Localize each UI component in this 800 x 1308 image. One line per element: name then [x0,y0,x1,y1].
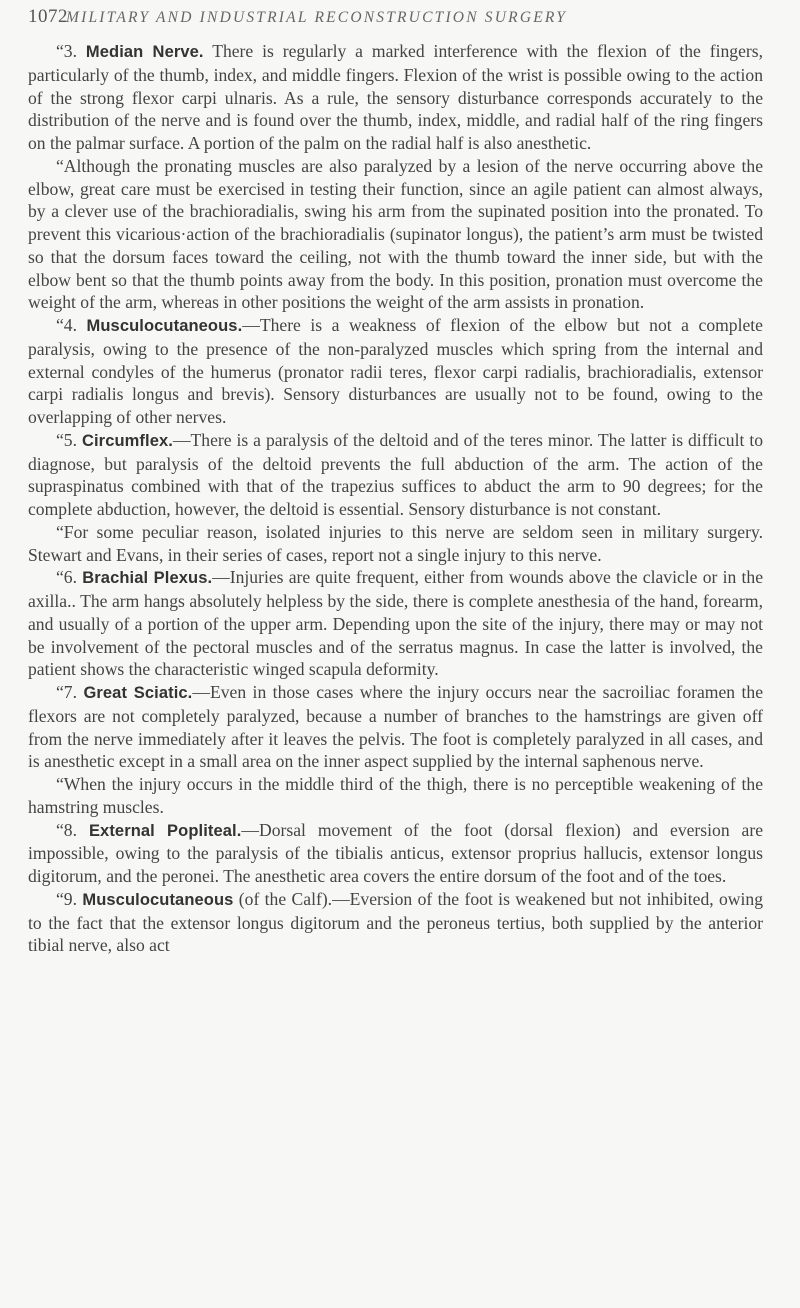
paragraph-lead: “5. [56,429,82,450]
paragraph-text: “When the injury occurs in the middle third of the thigh, there is no perceptible weakening of the hamstring muscles. [28,774,763,817]
paragraph-great-sciatic [28,681,763,773]
page-number: 1072 [28,6,68,27]
section-heading-musculocutaneous: Musculocutaneous. [86,317,243,335]
paragraph-isolated-injuries [28,521,763,567]
paragraph-median-nerve [28,40,763,155]
paragraph-external-popliteal [28,819,763,888]
paragraph-text: —There is a weakness of flexion of the elbow but not a complete paralysis, owing to the presence of the non-paralyzed muscles which spring from the internal and external condyles of the humerus (pronator radii teres, flexor carpi radialis, brachioradialis, extensor carpi radialis longus and brevis). Sensory disturbances are usually not to be found, owing to the overlapping of other nerves. [28,315,763,427]
section-heading-great-sciatic: Great Sciatic. [83,684,193,702]
paragraph-text: “For some peculiar reason, isolated injuries to this nerve are seldom seen in military surgery. Stewart and Evans, in their series of cases, report not a single injury to this nerve. [28,521,763,565]
paragraph-text: There is regularly a marked interference with the flexion of the fingers, particularly of the thumb, index, and middle fingers. Flexion of the wrist is possible owing to the action of the strong flexor carpi ulnaris. As a rule, the sensory disturbance corresponds accurately to the distribution of the nerve and is found over the thumb, index, middle, and radial half of the ring fingers on the palmar surface. A portion of the palm on the radial half is also anesthetic. [28,41,763,153]
paragraph-text: —Dorsal movement of the foot (dorsal flexion) and eversion are impossible, owing to the paralysis of the tibialis anticus, extensor proprius hallucis, extensor longus digitorum, and the peronei. The anesthetic area covers the entire dorsum of the foot and of the toes. [28,819,764,886]
paragraph-lead: “7. [56,682,84,702]
section-heading-musculocutaneous-calf: Musculocutaneous [82,890,234,909]
body-text [28,40,763,957]
running-head [28,6,763,40]
paragraph-lead: “8. [56,819,89,840]
paragraph-musculocutaneous [28,314,763,429]
paragraph-lead: “4. [56,315,87,335]
paragraph-lead: “3. [56,41,86,61]
paragraph-lead: “9. [56,888,83,909]
paragraph-lead: “6. [56,567,83,588]
section-heading-external-popliteal: External Popliteal. [88,821,242,840]
section-heading-median-nerve: Median Nerve. [85,43,204,61]
paragraph-text: —There is a paralysis of the deltoid and of the teres minor. The latter is difficult to diagnose, but paralysis of the deltoid prevents the full abduction of the arm. The action of the supraspinatus combined with that of the trapezius suffices to abduct the arm to 90 degrees; for the complete abduction, however, the deltoid is essential. Sensory disturbance is not constant. [28,429,764,519]
paragraph-brachial-plexus [28,566,763,681]
book-page [28,0,763,957]
paragraph-text: —Injuries are quite frequent, either from wounds above the clavicle or in the axilla.. The arm hangs absolutely helpless by the side, there is complete anesthesia of the hand, forearm, and usually of a portion of the upper arm. Depending upon the site of the injury, there may or may not be involvement of the pectoral muscles and of the serratus magnus. In case the latter is involved, the patient shows the characteristic winged scapula deformity. [28,567,763,680]
paragraph-text: —Even in those cases where the injury occurs near the sacroiliac foramen the flexors are not completely paralyzed, because a number of branches to the hamstrings are given off from the nerve immediately after it leaves the pelvis. The foot is completely paralyzed in all cases, and is anesthetic except in a small area on the inner aspect supplied by the internal saphenous nerve. [28,682,764,772]
paragraph-musculocutaneous-calf [28,888,763,957]
paragraph-middle-third-thigh [28,773,763,819]
paragraph-text: “Although the pronating muscles are also paralyzed by a lesion of the nerve occurring above the elbow, great care must be exercised in testing their function, since an agile patient can almost always, by a clever use of the brachioradialis, swing his arm from the supinated position into the pronated. To prevent this vicarious·action of the brachioradialis (supinator longus), the patient’s arm must be twisted so that the dorsum faces toward the ceiling, not with the thumb toward the inner side, but with the elbow bent so that the thumb points away from the body. In this position, pronation must overcome the weight of the arm, whereas in other positions the weight of the arm assists in pronation. [28,155,763,313]
running-head-title: MILITARY AND INDUSTRIAL RECONSTRUCTION SURGERY [66,9,568,26]
paragraph-circumflex [28,429,763,521]
paragraph-pronating-muscles [28,155,763,314]
paragraph-text: (of the Calf).—Eversion of the foot is weakened but not inhibited, owing to the fact that the extensor longus digitorum and the peroneus tertius, both supplied by the anterior tibial nerve, also act [28,888,763,956]
section-heading-brachial-plexus: Brachial Plexus. [82,569,213,588]
section-heading-circumflex: Circumflex. [81,431,173,450]
